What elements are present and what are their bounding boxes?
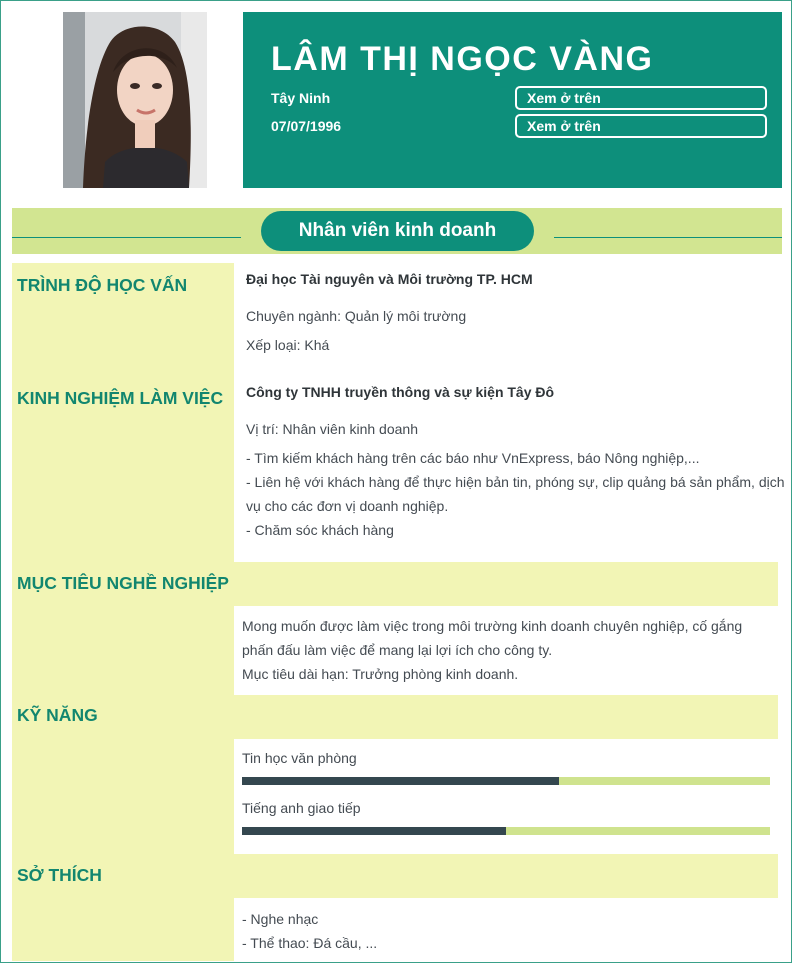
candidate-name: LÂM THỊ NGỌC VÀNG — [271, 40, 654, 78]
avatar — [63, 12, 207, 188]
skill-bar — [242, 827, 770, 835]
school-name: Đại học Tài nguyên và Môi trường TP. HCM — [246, 271, 533, 287]
objective-heading: MỤC TIÊU NGHỀ NGHIỆP — [17, 573, 229, 593]
rank-text: Xếp loại: Khá — [246, 337, 330, 353]
birthdate-text: 07/07/1996 — [271, 118, 342, 134]
job-title-band — [12, 208, 782, 254]
header-card — [243, 12, 782, 188]
position-text: Vị trí: Nhân viên kinh doanh — [246, 421, 418, 437]
contact-button-2[interactable]: Xem ở trên — [515, 114, 767, 138]
objective-line: phấn đấu làm việc để mang lại lợi ích cho công ty. — [242, 642, 553, 658]
skills-heading-row — [12, 695, 778, 739]
hobby-item: - Thể thao: Đá cầu, ... — [242, 935, 378, 951]
hobbies-heading-row — [12, 854, 778, 898]
objective-line: Mong muốn được làm việc trong môi trường kinh doanh chuyên nghiệp, cố gắng — [242, 618, 743, 634]
contact-button-1[interactable]: Xem ở trên — [515, 86, 767, 110]
location-text: Tây Ninh — [271, 90, 331, 106]
hobby-item: - Nghe nhạc — [242, 911, 319, 927]
duty-item: vụ cho các đơn vị doanh nghiệp. — [246, 498, 449, 514]
experience-heading: KINH NGHIỆM LÀM VIỆC — [17, 388, 224, 408]
duty-item: - Chăm sóc khách hàng — [246, 522, 394, 538]
skill-bar-fill — [242, 777, 559, 785]
skill-name: Tin học văn phòng — [242, 750, 357, 766]
objective-line: Mục tiêu dài hạn: Trưởng phòng kinh doanh. — [242, 666, 519, 682]
major-text: Chuyên ngành: Quản lý môi trường — [246, 308, 467, 324]
skill-bar-fill — [242, 827, 506, 835]
duty-item: - Liên hệ với khách hàng để thực hiện bản tin, phóng sự, clip quảng bá sản phẩm, dịch — [246, 474, 785, 490]
divider-line — [554, 237, 782, 238]
job-title: Nhân viên kinh doanh — [261, 211, 534, 251]
skill-bar — [242, 777, 770, 785]
company-name: Công ty TNHH truyền thông và sự kiện Tây Đô — [246, 384, 555, 400]
hobbies-heading: SỞ THÍCH — [17, 865, 102, 885]
avatar-photo — [63, 12, 207, 188]
divider-line — [12, 237, 241, 238]
duty-item: - Tìm kiếm khách hàng trên các báo như VnExpress, báo Nông nghiệp,... — [246, 450, 700, 466]
education-heading: TRÌNH ĐỘ HỌC VẤN — [17, 275, 188, 295]
skills-heading: KỸ NĂNG — [17, 705, 98, 725]
skill-name: Tiếng anh giao tiếp — [242, 800, 361, 816]
